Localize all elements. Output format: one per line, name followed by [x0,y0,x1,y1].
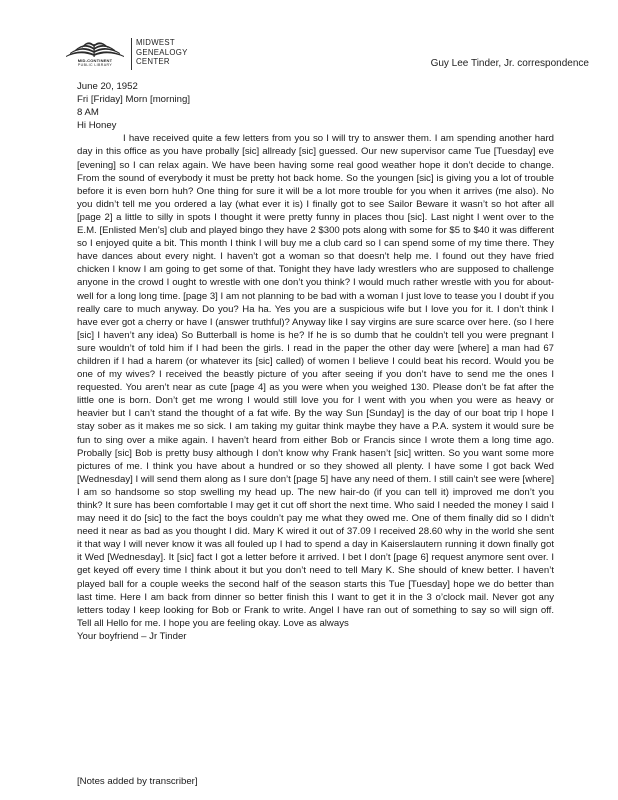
letter-time: 8 AM [77,107,99,119]
letter-day: Fri [Friday] Morn [morning] [77,94,191,106]
logo-wordmark [136,38,188,67]
transcriber-note: [Notes added by transcriber] [77,776,198,787]
letter-date: June 20, 1952 [77,81,138,92]
logo-sub-line2: PUBLIC LIBRARY [77,63,113,67]
logo-line3: CENTER [136,57,170,67]
collection-title: Guy Lee Tinder, Jr. correspondence [430,58,589,69]
letter-content [77,80,554,643]
logo-divider [131,38,132,70]
library-logo [60,38,230,72]
logo-line1: MIDWEST [136,38,175,47]
logo-line2: GENEALOGY [136,47,188,57]
letter-closing: Your boyfriend – Jr Tinder [77,630,187,642]
letter-salutation: Hi Honey [77,120,117,132]
page-header [0,0,618,80]
book-stack-icon [60,38,130,58]
logo-sub-line1: MID-CONTINENT [77,58,113,63]
letter-body: I have received quite a few letters from you so I will try to answer them. I am spending another hard day in this office as you have probally [sic] allready [sic] guessed. Our new supervisor came Tue [Tuesday] eve [evening] so I can relax again. We have been having some real good weather hope it don’t decide to change. From the sound of everybody it must be pretty hot back home. So the youngen [sic] is giving you a lot of trouble before it is even born huh? One thing for sure it will be a lot more trouble for you when it arrives (me also). No you didn’t tell me you ordered a lay (what ever it is) I finally got to see Sailor Beware it wasn’t so hot after all [page 2] a little to silly in spots I thought it were pretty funny in places thou [sic]. Last night I went over to the E.M. [Enlisted Men’s] club and played bingo they have 2 $300 pots along with some for $5 to $40 it was different so I enjoyed quite a bit. This month I think I will buy me a club card so I can spend some of my time there. They have dances about every night. I haven’t got a woman so that doesn’t help me. I found out they have fried chicken I know I am going to get some of that. Tonight they have lady wrestlers who are supposed to challenge anyone in the crowd I ought to wrestle with one don’t you think? I would much rather wrestle with you for about-well for a long long time. [page 3] I am not planning to be bad with a woman I just love to tease you I doubt if you really care to much anyway. Do you? Ha ha. Yes you are a suspicious wife but I love you for it. I don’t think I have ever got a cherry or have I (answer truthful)? Anyway like I say virgins are sure scarce over here. (so I here [sic] I haven’t any idea) So Butterball is home is he? If he is so dumb that he couldn’t tell you were pregnant I sure wouldn’t of told him if I had been the girls. I read in the paper the other day were [where] a man had 67 children if I had a harem (or whatever its [sic] called) of women I believe I could beat his record. Would you be one of my wives? I received the beastly picture of you after seeing if you don’t have to send me the ones I requested. You aren’t near as cute [page 4] as you were when you weighed 130. Please don’t be fat after the little one is born. Don’t get me wrong I would still love you for I went with you when you were as heavy or heavier but I can’t stand the thought of a fat wife. By the way Sun [Sunday] is the day of our boat trip I hope I stay sober as it makes me so sick. I am taking my guitar think maybe they have a P.A. system it would sure be fun to sing over a mike again. I haven’t heard from either Bob or Francis since I wrote them a long time ago. Probally [sic] Bob is pretty busy although I don’t know why Frank hasen’t [sic] written. So you want some more pictures of me. I think you have about a hundred or so they showed all plenty. I have some I got back Wed [Wednesday] I will send them along as I sure don’t [page 5] have any need of them. I still cain’t see were [where] I am so handsome so stop swelling my head up. The new hair-do (if you can tell it) improved me don’t you think? It sure has been comfortable I may get it cut off short the next time. Who said I needed the money I said I may need it do [sic] to the fact the boys couldn’t pay me what they owed me. One of them finally did so I didn’t need it near as bad as you thought I did. Mary K wired it out of 37.09 I received 28.60 why in the world she sent it that way I will never know it was all fouled up I had to spend a day in Kaiserslautern running it down finally got it Wed [Wednesday]. It [sic] fact I got a letter before it arrived. I bet I don’t [page 6] request anymore sent over. I get keyed off every time I think about it but you don’t need to tell Mary K. She should of knew better. I haven’t played ball for a couple weeks the second half of the season starts this Tue [Tuesday] hope we do better than last time. Here I am back from dinner so better finish this I want to get it in the 3 o’clock mail. Never got any letters today I keep looking for Bob or Frank to write. Angel I have ran out of something to say so will sign off. Tell all Hello for me. I hope you are feeling okay. Love as always [77,133,554,629]
